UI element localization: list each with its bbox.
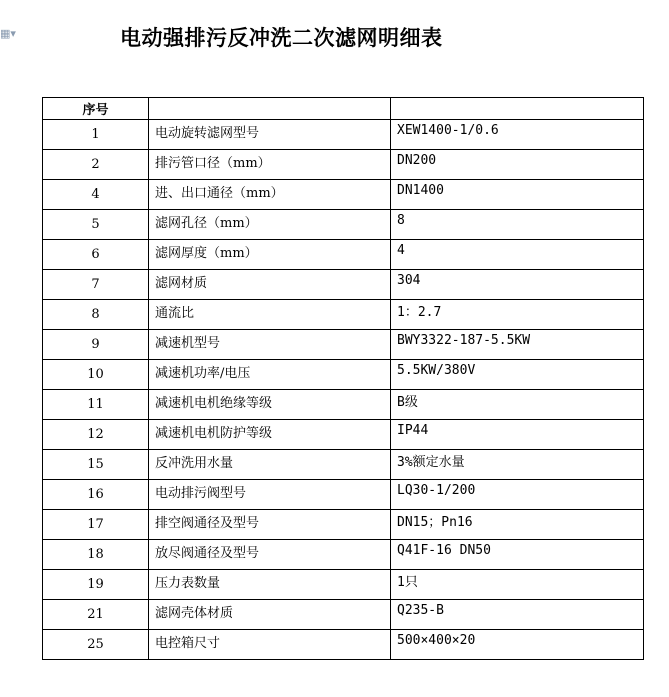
row-number: 19: [43, 570, 149, 600]
row-value: IP44: [397, 423, 429, 438]
row-item-cell: [149, 240, 391, 270]
row-number: 18: [43, 540, 149, 570]
row-item-label: 通流比: [155, 306, 195, 321]
row-value-cell: [391, 540, 644, 570]
row-item-label: 减速机电机绝缘等级: [155, 396, 273, 411]
table-row: [43, 480, 644, 510]
row-item-label: 滤网孔径（mm）: [155, 216, 258, 231]
row-item-label: 电控箱尺寸: [155, 636, 221, 651]
table-row: [43, 600, 644, 630]
row-item-label: 排污管口径（mm）: [155, 156, 271, 171]
row-number: 15: [43, 450, 149, 480]
row-value: XEW1400-1/0.6: [397, 123, 499, 138]
row-item-label: 减速机电机防护等级: [155, 426, 273, 441]
row-value-cell: [391, 630, 644, 660]
row-item-label: 滤网厚度（mm）: [155, 246, 258, 261]
row-value: 8: [397, 213, 405, 228]
row-item-label: 减速机型号: [155, 336, 221, 351]
row-number: 7: [43, 270, 149, 300]
row-item-cell: [149, 390, 391, 420]
row-item-cell: [149, 180, 391, 210]
table-row: [43, 270, 644, 300]
row-number: 5: [43, 210, 149, 240]
row-value: B级: [397, 395, 418, 410]
table-row: [43, 570, 644, 600]
header-value: [391, 98, 644, 120]
row-item-label: 电动旋转滤网型号: [155, 126, 260, 141]
row-value: 5.5KW/380V: [397, 363, 476, 378]
row-item-cell: [149, 210, 391, 240]
row-value: Q235-B: [397, 603, 444, 618]
row-item-label: 滤网壳体材质: [155, 606, 234, 621]
row-number: 2: [43, 150, 149, 180]
page-title: 电动强排污反冲洗二次滤网明细表: [120, 25, 443, 50]
row-value: 1：2.7: [397, 305, 442, 320]
row-value-cell: [391, 240, 644, 270]
row-value-cell: [391, 390, 644, 420]
row-value: 1只: [397, 575, 418, 590]
row-value-cell: [391, 600, 644, 630]
row-item-cell: [149, 450, 391, 480]
row-item-cell: [149, 420, 391, 450]
row-value-cell: [391, 300, 644, 330]
row-value: DN1400: [397, 183, 444, 198]
row-item-cell: [149, 600, 391, 630]
row-number: 25: [43, 630, 149, 660]
table-row: [43, 420, 644, 450]
row-value-cell: [391, 270, 644, 300]
row-item-cell: [149, 150, 391, 180]
row-item-label: 减速机功率/电压: [155, 366, 251, 381]
row-item-label: 电动排污阀型号: [155, 486, 247, 501]
row-item-label: 反冲洗用水量: [155, 456, 234, 471]
row-item-label: 滤网材质: [155, 276, 208, 291]
row-value-cell: [391, 330, 644, 360]
document-icon: ▦▾: [0, 27, 16, 40]
row-number: 1: [43, 120, 149, 150]
row-number: 6: [43, 240, 149, 270]
table-row: [43, 240, 644, 270]
table-header-row: [43, 98, 644, 120]
row-item-cell: [149, 480, 391, 510]
row-value: DN200: [397, 153, 437, 168]
row-number: 9: [43, 330, 149, 360]
row-item-cell: [149, 330, 391, 360]
row-item-cell: [149, 630, 391, 660]
table-row: [43, 630, 644, 660]
row-item-cell: [149, 270, 391, 300]
row-value-cell: [391, 360, 644, 390]
row-item-cell: [149, 120, 391, 150]
table-row: [43, 450, 644, 480]
row-value: LQ30-1/200: [397, 483, 476, 498]
row-number: 17: [43, 510, 149, 540]
row-value-cell: [391, 510, 644, 540]
row-number: 11: [43, 390, 149, 420]
row-item-cell: [149, 510, 391, 540]
row-item-cell: [149, 540, 391, 570]
row-number: 8: [43, 300, 149, 330]
row-value: Q41F-16 DN50: [397, 543, 491, 558]
table-row: [43, 180, 644, 210]
table-row: [43, 360, 644, 390]
row-value-cell: [391, 480, 644, 510]
row-item-label: 放尽阀通径及型号: [155, 546, 260, 561]
table-row: [43, 150, 644, 180]
header-no: 序号: [43, 98, 149, 120]
row-value: 304: [397, 273, 421, 288]
row-number: 4: [43, 180, 149, 210]
row-value: BWY3322-187-5.5KW: [397, 333, 531, 348]
row-value-cell: [391, 210, 644, 240]
table-row: [43, 330, 644, 360]
spec-table: [42, 97, 644, 660]
row-item-label: 排空阀通径及型号: [155, 516, 260, 531]
row-value-cell: [391, 120, 644, 150]
row-number: 12: [43, 420, 149, 450]
row-value-cell: [391, 450, 644, 480]
row-value: DN15；Pn16: [397, 515, 473, 530]
row-value-cell: [391, 180, 644, 210]
row-number: 10: [43, 360, 149, 390]
table-row: [43, 510, 644, 540]
row-value-cell: [391, 150, 644, 180]
table-row: [43, 540, 644, 570]
row-value: 500×400×20: [397, 633, 476, 648]
row-item-label: 压力表数量: [155, 576, 221, 591]
table-row: [43, 300, 644, 330]
row-number: 16: [43, 480, 149, 510]
row-value: 3%额定水量: [397, 455, 465, 470]
table-row: [43, 390, 644, 420]
row-item-cell: [149, 300, 391, 330]
table-row: [43, 210, 644, 240]
row-number: 21: [43, 600, 149, 630]
row-item-cell: [149, 360, 391, 390]
table-row: [43, 120, 644, 150]
row-item-label: 进、出口通径（mm）: [155, 186, 284, 201]
row-value-cell: [391, 570, 644, 600]
row-value: 4: [397, 243, 405, 258]
row-value-cell: [391, 420, 644, 450]
row-item-cell: [149, 570, 391, 600]
header-item: [149, 98, 391, 120]
